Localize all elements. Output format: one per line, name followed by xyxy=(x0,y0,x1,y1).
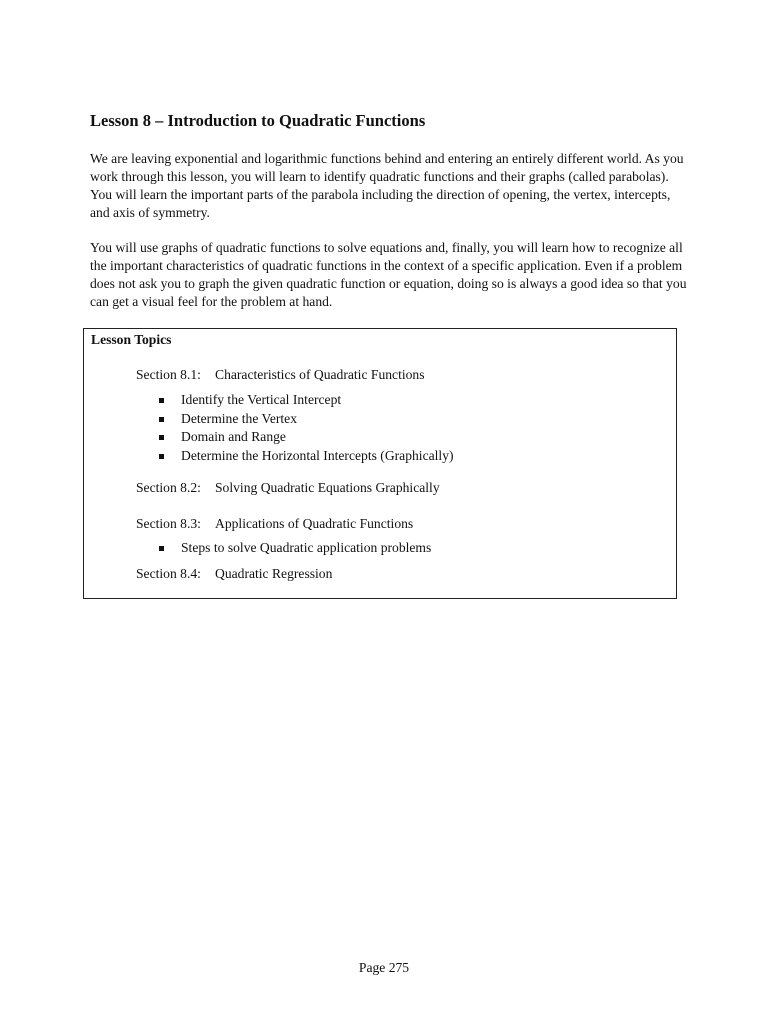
list-item xyxy=(158,539,431,558)
list-item-text: Steps to solve Quadratic application problems xyxy=(181,540,432,555)
section-number: Section 8.1: xyxy=(136,367,201,382)
list-item xyxy=(158,428,454,447)
list-item xyxy=(158,391,454,410)
square-bullet-icon xyxy=(159,454,164,459)
section-8-1 xyxy=(136,366,425,384)
list-item xyxy=(158,447,454,466)
section-8-3 xyxy=(136,515,413,533)
section-8-2 xyxy=(136,479,440,497)
intro-paragraph-2: You will use graphs of quadratic functions to solve equations and, finally, you will learn how to recognize all the important characteristics of quadratic functions in the context of a specific application. Even if a problem does not ask you to graph the given quadratic function or equation, doing so is always a good idea so that you can get a visual feel for the problem at hand. xyxy=(90,240,687,309)
section-title: Applications of Quadratic Functions xyxy=(215,516,414,531)
section-number: Section 8.3: xyxy=(136,516,201,531)
section-title: Quadratic Regression xyxy=(215,566,333,581)
section-title: Characteristics of Quadratic Functions xyxy=(215,367,425,382)
section-title: Solving Quadratic Equations Graphically xyxy=(215,480,440,495)
lesson-title: Lesson 8 – Introduction to Quadratic Functions xyxy=(90,111,426,130)
lesson-topics-heading: Lesson Topics xyxy=(91,332,172,347)
square-bullet-icon xyxy=(159,546,164,551)
section-8-1-bullets xyxy=(158,391,454,465)
section-number: Section 8.4: xyxy=(136,566,201,581)
lesson-topics-box xyxy=(83,328,677,599)
section-8-3-bullets xyxy=(158,539,431,558)
list-item-text: Domain and Range xyxy=(181,429,286,444)
page-number: Page 275 xyxy=(358,960,410,975)
list-item xyxy=(158,410,454,429)
list-item-text: Determine the Horizontal Intercepts (Graphically) xyxy=(181,447,454,463)
square-bullet-icon xyxy=(159,417,164,422)
section-number: Section 8.2: xyxy=(136,480,201,495)
square-bullet-icon xyxy=(159,398,164,403)
list-item-text: Determine the Vertex xyxy=(181,410,298,426)
square-bullet-icon xyxy=(159,435,164,440)
list-item-text: Identify the Vertical Intercept xyxy=(181,392,342,407)
intro-paragraph-1: We are leaving exponential and logarithmic functions behind and entering an entirely different world. As you work through this lesson, you will learn to identify quadratic functions and their graphs (called parabolas). You will learn the important parts of the parabola including the direction of opening, the vertex, intercepts, and axis of symmetry. xyxy=(90,151,684,220)
section-8-4 xyxy=(136,565,332,583)
